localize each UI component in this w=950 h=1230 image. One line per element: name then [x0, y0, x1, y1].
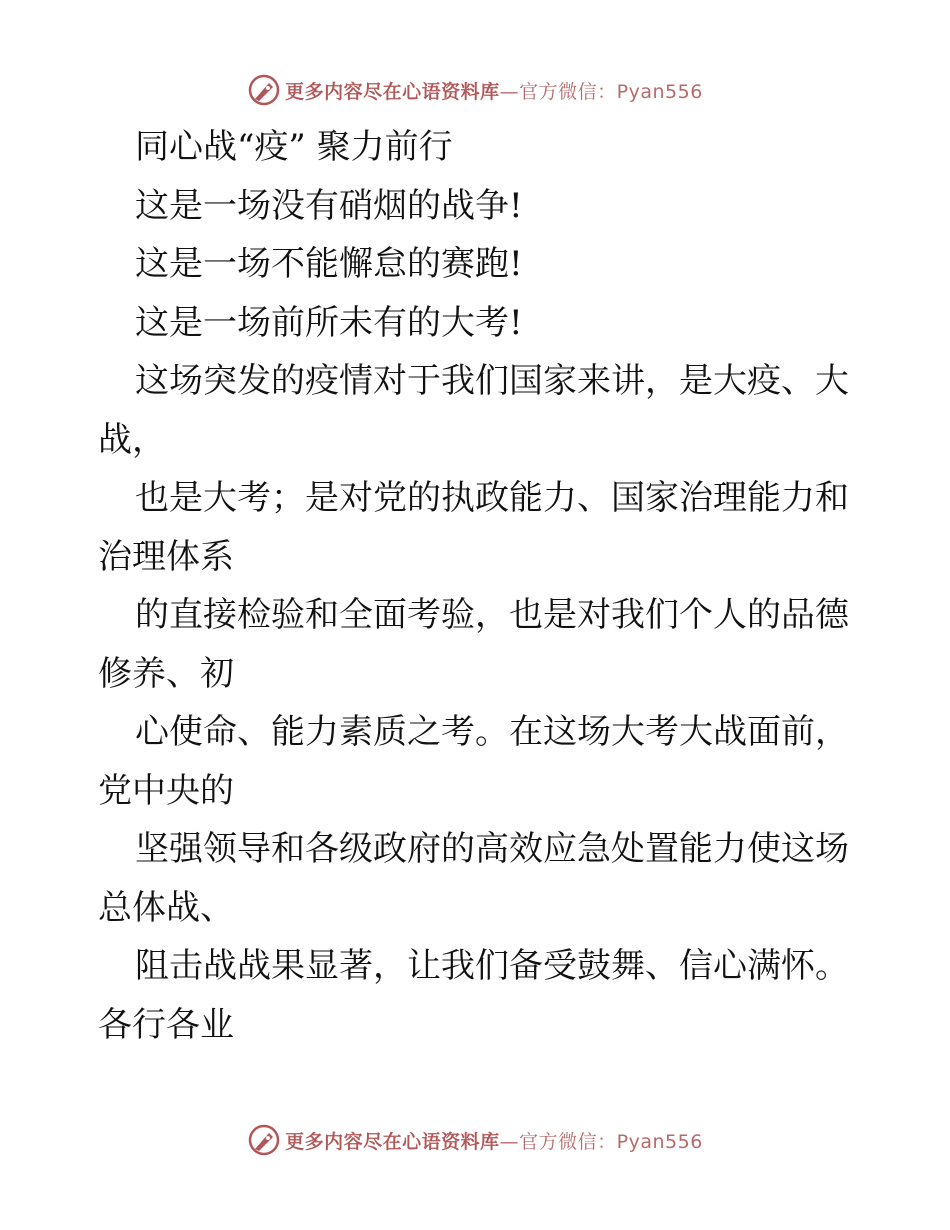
text-line: 战，	[98, 419, 166, 460]
text-line: 修养、初	[98, 653, 234, 694]
document-title: 同心战“疫” 聚力前行	[135, 127, 453, 167]
text-line: 总体战、	[98, 887, 234, 928]
footer-banner-main: 更多内容尽在心语资料库	[285, 1130, 500, 1153]
footer-banner-text	[285, 1127, 703, 1154]
header-banner-main: 更多内容尽在心语资料库	[285, 80, 500, 103]
pen-nib-circle-icon	[247, 73, 281, 107]
text-line: 这场突发的疫情对于我们国家来讲，是大疫、大	[135, 361, 849, 401]
footer-banner	[0, 1120, 950, 1160]
text-line: 治理体系	[98, 536, 234, 577]
text-line: 心使命、能力素质之考。在这场大考大战面前，	[135, 712, 849, 752]
text-line: 这是一场没有硝烟的战争!	[135, 185, 523, 226]
pen-nib-circle-icon	[247, 1123, 281, 1157]
header-banner-dash: —	[499, 80, 520, 103]
text-line: 阻击战战果显著，让我们备受鼓舞、信心满怀。	[135, 946, 849, 986]
text-line: 各行各业	[98, 1004, 234, 1045]
text-line: 坚强领导和各级政府的高效应急处置能力使这场	[135, 829, 849, 869]
header-banner-wechat: 官方微信：Pyan556	[519, 80, 703, 103]
footer-banner-wechat: 官方微信：Pyan556	[519, 1130, 703, 1153]
text-line: 也是大考；是对党的执政能力、国家治理能力和	[135, 478, 849, 518]
text-line: 的直接检验和全面考验，也是对我们个人的品德	[135, 595, 849, 635]
text-line: 党中央的	[98, 770, 234, 811]
footer-banner-dash: —	[499, 1130, 520, 1153]
header-banner	[0, 70, 950, 110]
document-body	[98, 118, 858, 1054]
text-line: 这是一场不能懈怠的赛跑!	[135, 244, 523, 284]
header-banner-text	[285, 77, 703, 104]
text-line: 这是一场前所未有的大考!	[135, 302, 523, 343]
